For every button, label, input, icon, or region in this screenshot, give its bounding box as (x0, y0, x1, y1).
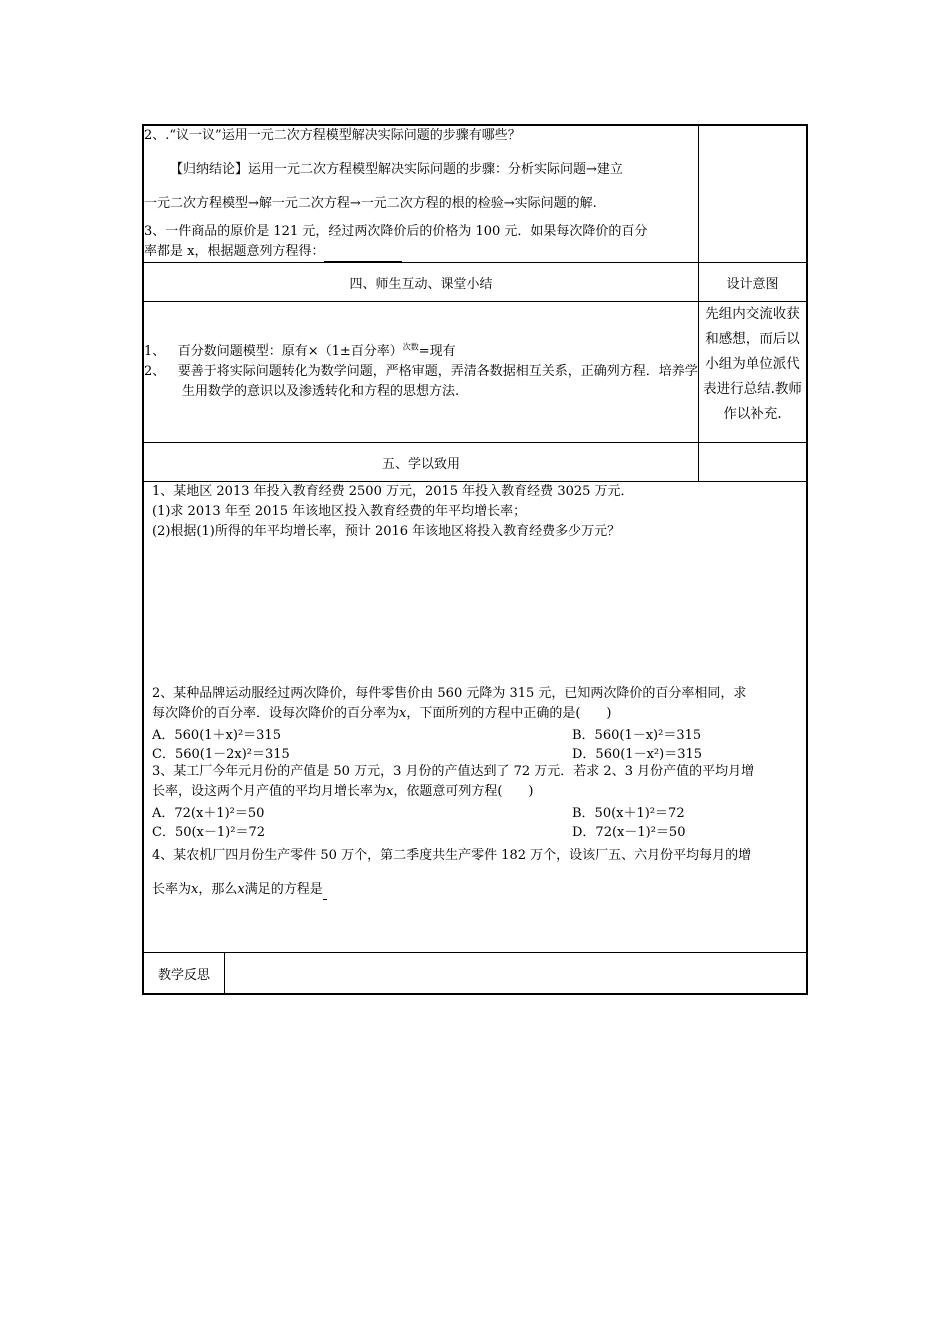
summary-item-1-text: 百分数问题模型：原有×（1±百分率） (177, 344, 403, 359)
problem-2-text-b: ，下面所列的方程中正确的是( ) (406, 706, 612, 721)
problem-3-text-b: ，依题意可列方程( ) (393, 784, 534, 799)
problem-4-line-1: 4、某农机厂四月份生产零件 50 万个，第二季度共生产零件 182 万个，设该厂五、六月份平均每月的增 (152, 848, 752, 863)
summary-item-2-num: 2、 (144, 364, 166, 379)
question-3-line-1: 3、一件商品的原价是 121 元，经过两次降价后的价格为 100 元．如果每次降价的百分 (144, 224, 648, 239)
question-3-text: 率都是 x，根据题意列方程得： (144, 244, 325, 259)
answer-blank[interactable] (324, 247, 402, 262)
practice-content (143, 482, 807, 953)
design-intent-label: 设计意图 (699, 263, 808, 302)
problem-4-text-a: 长率为 (152, 882, 192, 897)
conclusion-line-1: 【归纳结论】运用一元二次方程模型解决实际问题的步骤：分析实际问题→建立 (170, 162, 623, 177)
summary-item-2 (144, 362, 698, 402)
problem-4-var-2: x (237, 882, 245, 897)
section4-heading-row (143, 263, 807, 302)
summary-item-1-sup: 次数 (402, 342, 419, 352)
problem-2-text-a: 每次降价的百分率．设每次降价的百分率为 (152, 706, 400, 721)
section5-side (699, 443, 808, 482)
design-intent-note: 先组内交流收获和感想，而后以小组为单位派代表进行总结.教师作以补充. (699, 302, 808, 443)
summary-content (143, 302, 699, 443)
section4-title: 四、师生互动、课堂小结 (143, 263, 699, 302)
problem-3-option-a[interactable]: A．72(x＋1)²＝50 (152, 806, 265, 821)
problem-4-text-c: 满足的方程是 (244, 882, 323, 897)
reflection-row (143, 953, 807, 995)
problem-3-text-a: 长率，设这两个月产值的平均月增长率为 (152, 784, 387, 799)
problem-3-options-row-2 (152, 821, 798, 840)
problem-3-options-row-1 (152, 802, 798, 821)
problem-1-line-1: 1、某地区 2013 年投入教育经费 2500 万元，2015 年投入教育经费 3025 万元． (152, 484, 634, 499)
section5-title: 五、学以致用 (143, 443, 699, 482)
problem-4-answer-blank[interactable] (323, 887, 327, 900)
summary-item-1-tail: =现有 (418, 344, 456, 359)
reflection-label: 教学反思 (144, 953, 225, 993)
summary-item-2-text: 要善于将实际问题转化为数学问题，严格审题，弄清各数据相互关系，正确列方程．培养学生用数学的意识以及渗透转化和方程的思想方法. (177, 364, 698, 399)
problem-4-line-2 (152, 880, 798, 900)
problem-4-text-b: ，那么 (198, 882, 238, 897)
problem-2-option-d[interactable]: D．560(1－x²)＝315 (572, 747, 703, 762)
section3-content (143, 125, 699, 263)
conclusion-line-2: 一元二次方程模型→解一元二次方程→一元二次方程的根的检验→实际问题的解. (144, 196, 597, 211)
section5-heading-row (143, 443, 807, 482)
section4-content-row (143, 302, 807, 443)
problem-2-line-2 (152, 704, 798, 724)
reflection-inner (144, 953, 806, 993)
question-2: 2、.“议一议”运用一元二次方程模型解决实际问题的步骤有哪些？ (144, 128, 521, 143)
problem-2-options-row-2 (152, 743, 798, 762)
question-3-line-2 (144, 242, 698, 262)
problem-1-work-space (152, 542, 798, 684)
problem-1-line-2: (1)求 2013 年至 2015 年该地区投入教育经费的年平均增长率； (152, 504, 527, 519)
problem-3-line-1: 3、某工厂今年元月份的产值是 50 万元，3 月份的产值达到了 72 万元．若求 2、3 月份产值的平均月增 (152, 764, 755, 779)
problem-2-var: x (399, 706, 407, 721)
problem-3-option-c[interactable]: C．50(x－1)²＝72 (152, 825, 265, 840)
problem-3-option-b[interactable]: B．50(x＋1)²＝72 (572, 806, 685, 821)
summary-item-1 (144, 342, 698, 362)
problem-2-option-b[interactable]: B．560(1－x)²＝315 (572, 728, 702, 743)
problem-3-line-2 (152, 782, 798, 802)
problem-2-option-a[interactable]: A．560(1＋x)²＝315 (152, 728, 281, 743)
summary-item-1-num: 1、 (144, 344, 166, 359)
problem-4-var-1: x (191, 882, 199, 897)
problem-3-option-d[interactable]: D．72(x－1)²＝50 (572, 825, 686, 840)
problem-2-option-c[interactable]: C．560(1－2x)²＝315 (152, 747, 290, 762)
section5-content-row (143, 482, 807, 953)
reflection-input-area[interactable] (225, 953, 807, 993)
reflection-cell (143, 953, 807, 995)
section3-row (143, 125, 807, 263)
problem-2-line-1: 2、某种品牌运动服经过两次降价，每件零售价由 560 元降为 315 元，已知两次降价的百分率相同，求 (152, 686, 747, 701)
lesson-plan-table (142, 124, 808, 995)
section3-side (699, 125, 808, 263)
problem-3-var: x (386, 784, 394, 799)
problem-2-options-row-1 (152, 724, 798, 743)
problem-1-line-3: (2)根据(1)所得的年平均增长率，预计 2016 年该地区将投入教育经费多少万元？ (152, 524, 621, 539)
